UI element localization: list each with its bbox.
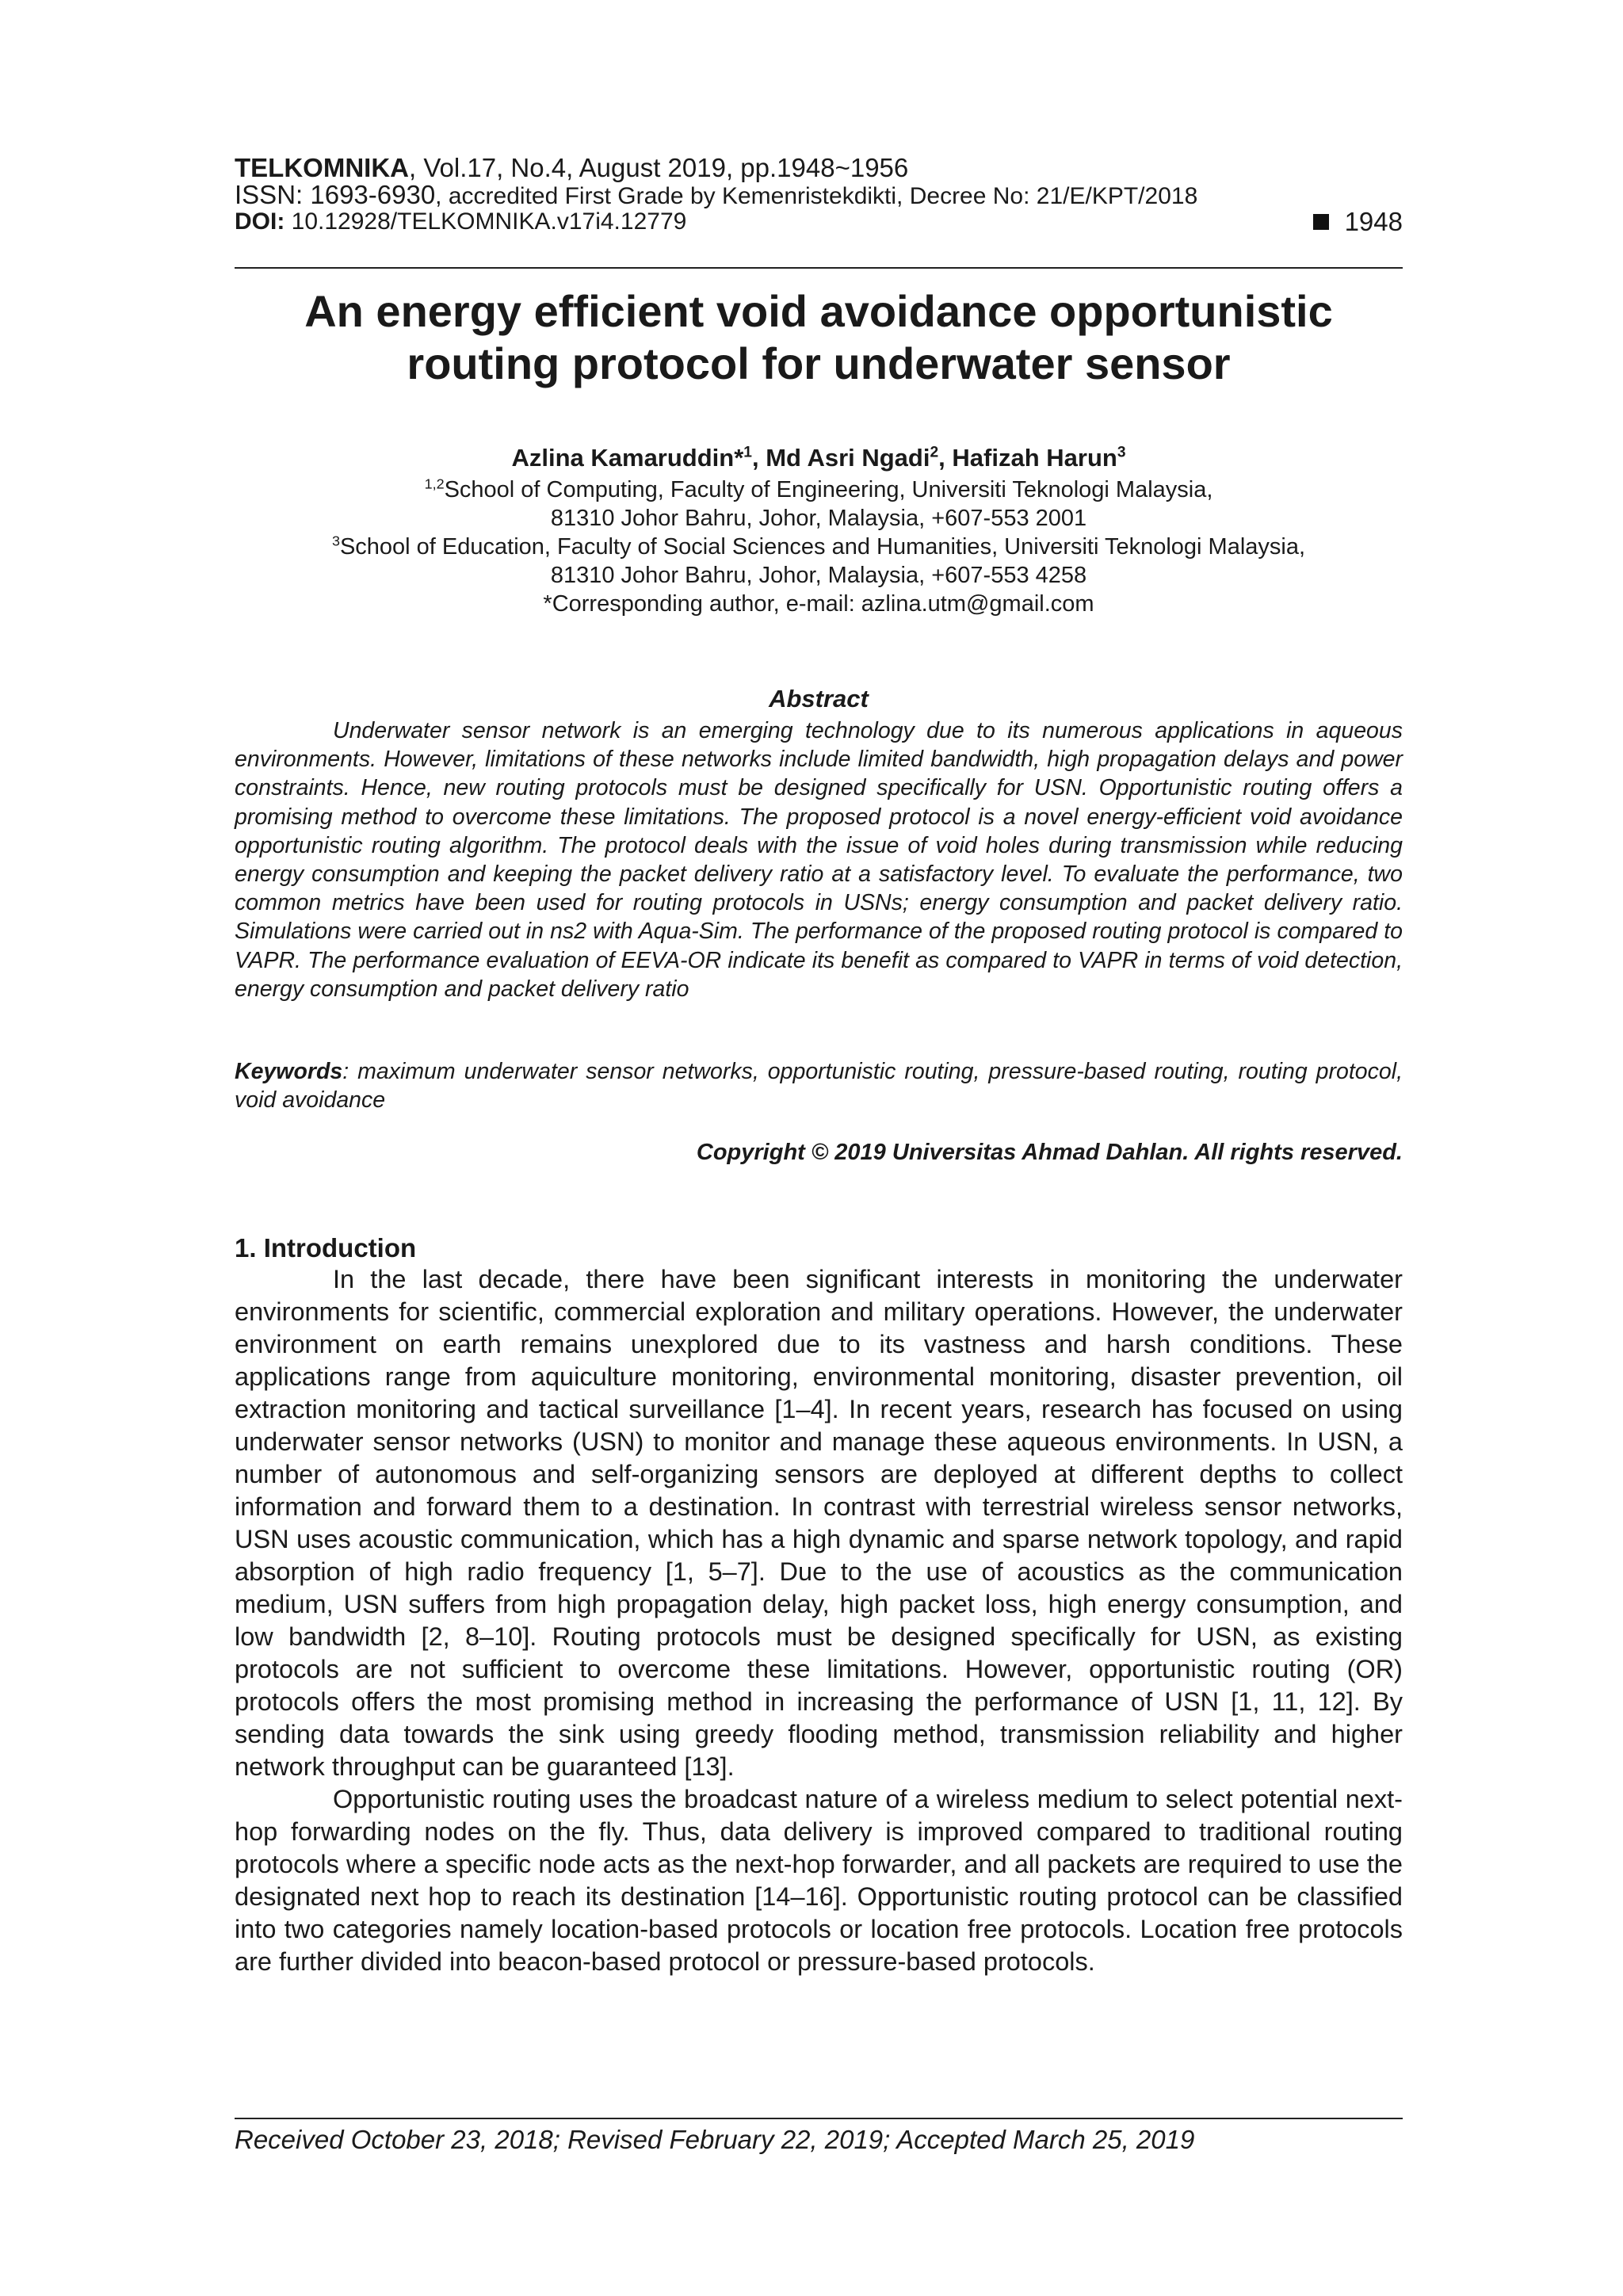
affiliation-1-sup: 1,2: [424, 476, 445, 492]
author-3: Hafizah Harun: [952, 444, 1117, 472]
doi-value: 10.12928/TELKOMNIKA.v17i4.12779: [285, 208, 687, 235]
journal-citation-line: [235, 154, 1403, 182]
square-bullet-icon: [1313, 214, 1329, 230]
affiliation-1-text: School of Computing, Faculty of Engineering, Universiti Teknologi Malaysia,: [444, 477, 1213, 502]
keywords: [235, 1057, 1403, 1114]
copyright-notice: Copyright © 2019 Universitas Ahmad Dahlan. All rights reserved.: [696, 1140, 1403, 1165]
affiliation-2-line-2: 81310 Johor Bahru, Johor, Malaysia, +607-553 4258: [550, 563, 1087, 588]
author-1: Azlina Kamaruddin*: [511, 444, 744, 472]
affiliations: [235, 476, 1403, 618]
affiliation-1-line-2: 81310 Johor Bahru, Johor, Malaysia, +607-553 2001: [550, 506, 1087, 531]
journal-name: TELKOMNIKA: [235, 153, 409, 182]
affiliation-1-line-1: [235, 476, 1403, 504]
author-sep: ,: [938, 444, 953, 472]
author-sep: ,: [751, 444, 766, 472]
keywords-text: : maximum underwater sensor networks, opportunistic routing, pressure-based routing, routing protocol, void avoidance: [235, 1059, 1403, 1114]
header-rule: [235, 267, 1403, 269]
affiliation-2-text: School of Education, Faculty of Social Sciences and Humanities, Universiti Teknologi Malaysia,: [339, 534, 1306, 560]
title-line-1: An energy efficient void avoidance opportunistic: [304, 286, 1333, 336]
received-dates: Received October 23, 2018; Revised February 22, 2019; Accepted March 25, 2019: [235, 2125, 1195, 2154]
issn: ISSN: 1693-6930: [235, 180, 436, 209]
paper-title: [235, 285, 1403, 390]
issn-line: [235, 182, 1403, 209]
introduction-body: [235, 1263, 1403, 1978]
page-number-value: 1948: [1344, 207, 1403, 236]
title-line-2: routing protocol for underwater sensor: [407, 338, 1231, 388]
section-heading-introduction: 1. Introduction: [235, 1233, 417, 1263]
author-3-sup: 3: [1117, 444, 1126, 461]
journal-citation: , Vol.17, No.4, August 2019, pp.1948~1956: [408, 153, 909, 182]
author-2-sup: 2: [930, 444, 939, 461]
affiliation-2-sup: 3: [331, 533, 340, 549]
abstract-text: Underwater sensor network is an emerging technology due to its numerous applications in aqueous environments. However, limitations of these networks include limited bandwidth, high propagation delays and power constraints. Hence, new routing protocols must be designed specifically for USN. Opportunistic routing offers a promising method to overcome these limitations. The proposed protocol is a novel energy-efficient void avoidance opportunistic routing algorithm. The protocol deals with the issue of void holes during transmission while reducing energy consumption and keeping the packet delivery ratio at a satisfactory level. To evaluate the performance, two common metrics have been used for routing protocols in USNs; energy consumption and packet delivery ratio. Simulations were carried out in ns2 with Aqua-Sim. The performance of the proposed routing protocol is compared to VAPR. The performance evaluation of EEVA-OR indicate its benefit as compared to VAPR in terms of void detection, energy consumption and packet delivery ratio: [235, 718, 1403, 1002]
corresponding-author: *Corresponding author, e-mail: azlina.utm@gmail.com: [543, 591, 1094, 617]
author-2: Md Asri Ngadi: [766, 444, 930, 472]
affiliation-2-line-1: [235, 533, 1403, 561]
running-header: [235, 154, 1403, 235]
accreditation: , accredited First Grade by Kemenristekdikti, Decree No: 21/E/KPT/2018: [435, 183, 1198, 209]
abstract-heading: Abstract: [769, 685, 869, 712]
doi-line: [235, 209, 1403, 235]
keywords-label: Keywords: [235, 1059, 343, 1084]
body-paragraph: In the last decade, there have been significant interests in monitoring the underwater environments for scientific, commercial exploration and military operations. However, the underwater environment on earth remains unexplored due to its vastness and harsh conditions. These applications range from aquiculture monitoring, environmental monitoring, disaster prevention, oil extraction monitoring and tactical surveillance [1–4]. In recent years, research has focused on using underwater sensor networks (USN) to monitor and manage these aqueous environments. In USN, a number of autonomous and self-organizing sensors are deployed at different depths to collect information and forward them to a destination. In contrast with terrestrial wireless sensor networks, USN uses acoustic communication, which has a high dynamic and sparse network topology, and rapid absorption of high radio frequency [1, 5–7]. Due to the use of acoustics as the communication medium, USN suffers from high propagation delay, high packet loss, high energy consumption, and low bandwidth [2, 8–10]. Routing protocols must be designed specifically for USN, as existing protocols are not sufficient to overcome these limitations. However, opportunistic routing (OR) protocols offers the most promising method in increasing the performance of USN [1, 11, 12]. By sending data towards the sink using greedy flooding method, transmission reliability and higher network throughput can be guaranteed [13].: [235, 1265, 1403, 1781]
author-list: [235, 442, 1403, 474]
doi-label: DOI:: [235, 208, 285, 235]
author-1-sup: 1: [743, 444, 752, 461]
page-number: [1313, 209, 1403, 235]
body-paragraph: Opportunistic routing uses the broadcast nature of a wireless medium to select potential next-hop forwarding nodes on the fly. Thus, data delivery is improved compared to traditional routing protocols where a specific node acts as the next-hop forwarder, and all packets are required to use the designated next hop to reach its destination [14–16]. Opportunistic routing protocol can be classified into two categories namely location-based protocols or location free protocols. Location free protocols are further divided into beacon-based protocol or pressure-based protocols.: [235, 1785, 1403, 1976]
footer-rule: [235, 2118, 1403, 2119]
doi: [235, 209, 686, 235]
